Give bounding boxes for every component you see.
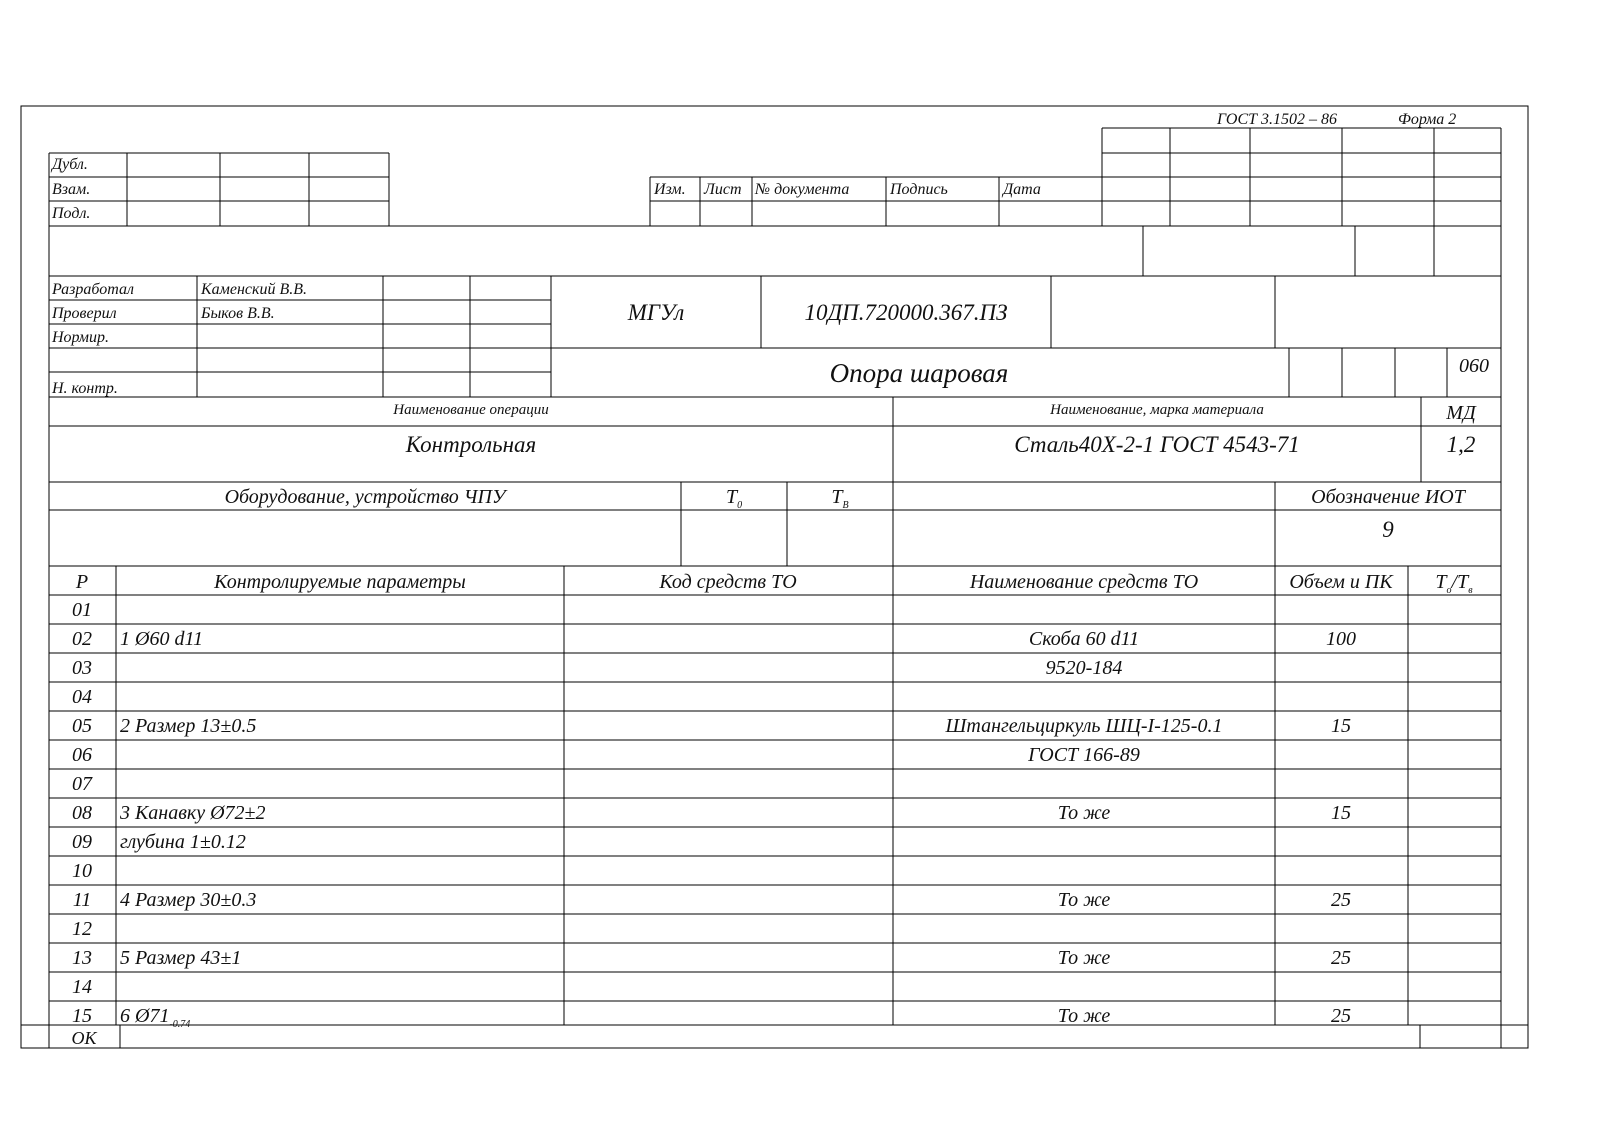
row-param: 5 Размер 43±1	[120, 947, 242, 969]
col-p-header: Р	[75, 571, 89, 593]
t0-header: $T_0$	[725, 486, 743, 511]
row-number: 06	[72, 744, 92, 766]
row-param: глубина 1±0.12	[120, 831, 246, 853]
row-param: 6 $Ø71_{-0.74}$	[120, 1005, 191, 1030]
col-params-header: Контролируемые параметры	[214, 571, 466, 593]
col-code-header: Код средств ТО	[659, 571, 797, 593]
vzam-label: Взам.	[52, 181, 91, 198]
row-number: 07	[72, 773, 92, 795]
row-tool: То же	[1057, 1005, 1111, 1027]
tv-header: $T_В$	[831, 486, 849, 511]
row-number: 03	[72, 657, 92, 679]
developed-label: Разработал	[52, 281, 134, 298]
row-number: 04	[72, 686, 92, 708]
md-value: 1,2	[1446, 432, 1476, 457]
list-header: Лист	[704, 181, 742, 198]
row-volume: 15	[1331, 715, 1351, 737]
doc-number-header: № документа	[755, 181, 850, 198]
document-code: 10ДП.720000.367.ПЗ	[804, 300, 1008, 325]
row-number: 05	[72, 715, 92, 737]
col-time-header: $Т_о/Т_в$	[1435, 571, 1473, 596]
row-volume: 15	[1331, 802, 1351, 824]
developed-name: Каменский В.В.	[201, 281, 308, 298]
signature-header: Подпись	[890, 181, 948, 198]
row-param: 4 Размер 30±0.3	[120, 889, 257, 911]
footer-ok-label: ОК	[71, 1028, 97, 1048]
part-name: Опора шаровая	[829, 358, 1009, 388]
nkontr-label: Н. контр.	[52, 380, 118, 397]
row-volume: 100	[1326, 628, 1356, 650]
operation-number: 060	[1459, 355, 1489, 377]
row-number: 11	[72, 889, 92, 911]
operation-name: Контрольная	[405, 432, 537, 457]
row-tool: 9520-184	[1045, 657, 1123, 679]
row-volume: 25	[1331, 1005, 1351, 1027]
row-param: 3 Канавку Ø72±2	[120, 802, 266, 824]
iot-header: Обозначение ИОТ	[1311, 486, 1465, 508]
row-number: 15	[72, 1005, 92, 1027]
col-volume-header: Объем и ПК	[1289, 571, 1393, 593]
dubl-label: Дубл.	[52, 156, 88, 173]
checked-label: Проверил	[52, 305, 117, 322]
row-param: 2 Размер 13±0.5	[120, 715, 257, 737]
row-number: 10	[72, 860, 92, 882]
organization: МГУл	[627, 300, 685, 325]
normir-label: Нормир.	[52, 329, 109, 346]
date-header: Дата	[1003, 181, 1041, 198]
material-name: Сталь40Х-2-1 ГОСТ 4543-71	[1014, 432, 1300, 457]
row-volume: 25	[1331, 947, 1351, 969]
row-tool: ГОСТ 166-89	[1028, 744, 1140, 766]
row-tool: То же	[1057, 889, 1111, 911]
equipment-header: Оборудование, устройство ЧПУ	[224, 486, 506, 508]
row-param: 1 Ø60 d11	[120, 628, 203, 650]
row-tool: Скоба 60 d11	[1028, 628, 1140, 650]
podl-label: Подл.	[52, 205, 91, 222]
row-tool: То же	[1057, 947, 1111, 969]
row-volume: 25	[1331, 889, 1351, 911]
md-header: МД	[1446, 402, 1476, 424]
operation-name-header: Наименование операции	[393, 402, 549, 418]
row-tool: То же	[1057, 802, 1111, 824]
row-number: 01	[72, 599, 92, 621]
row-number: 12	[72, 918, 92, 940]
row-number: 09	[72, 831, 92, 853]
row-number: 13	[72, 947, 92, 969]
row-number: 14	[72, 976, 92, 998]
row-number: 02	[72, 628, 92, 650]
iot-value: 9	[1382, 517, 1394, 542]
material-header: Наименование, марка материала	[1050, 402, 1264, 418]
row-tool: Штангельциркуль ШЦ-I-125-0.1	[945, 715, 1223, 737]
gost-label: ГОСТ 3.1502 – 86	[1217, 111, 1338, 128]
row-number: 08	[72, 802, 92, 824]
form-number-label: Форма 2	[1398, 111, 1457, 128]
col-tool-header: Наименование средств ТО	[969, 571, 1199, 593]
izm-header: Изм.	[654, 181, 686, 198]
checked-name: Быков В.В.	[201, 305, 275, 322]
